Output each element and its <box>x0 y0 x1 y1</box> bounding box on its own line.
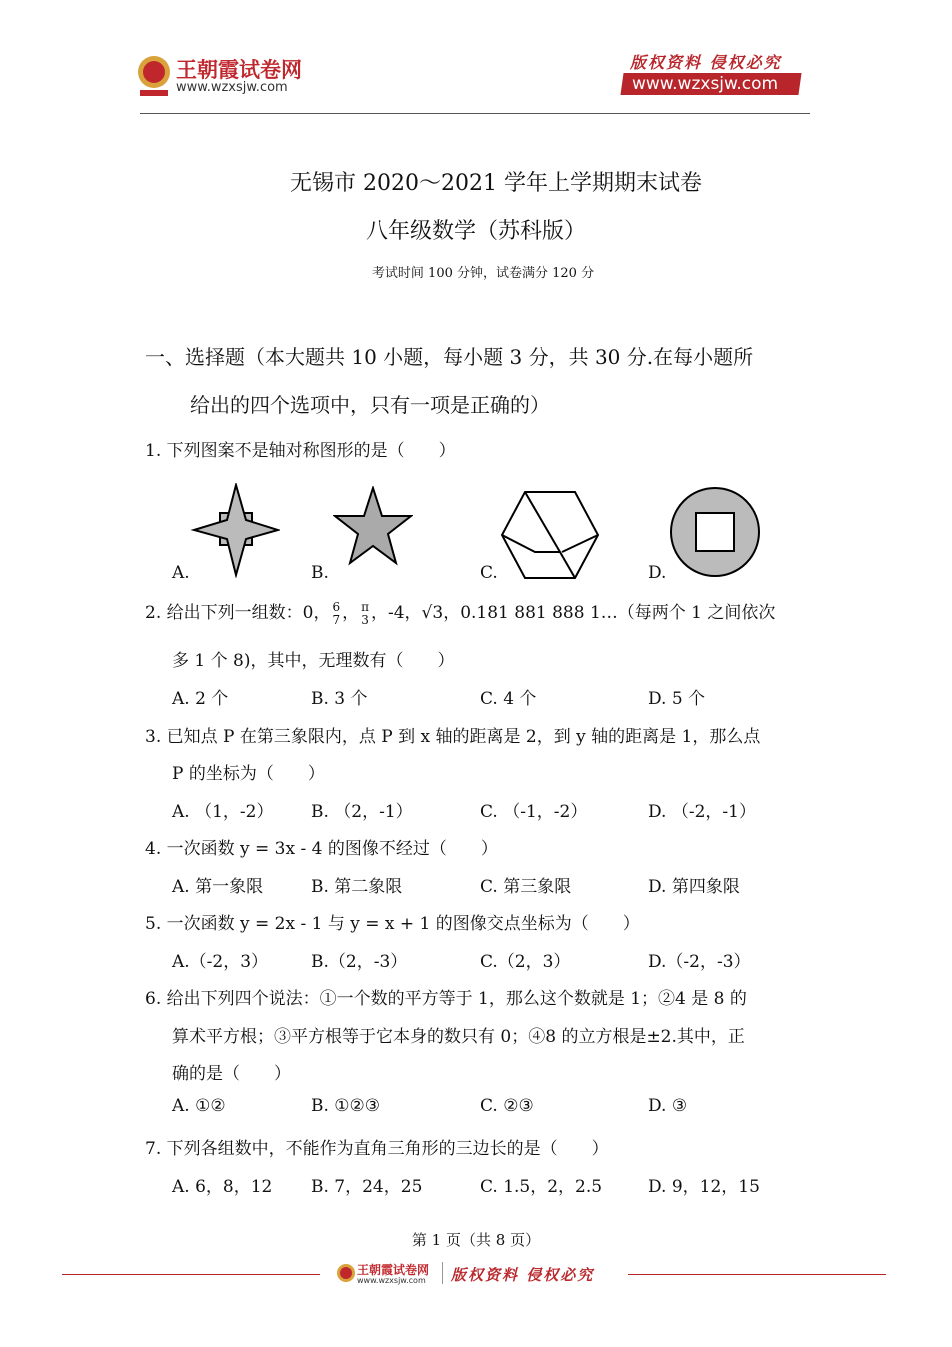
page-number: 第 1 页（共 8 页） <box>411 1231 541 1249</box>
section-heading: 一、选择题（本大题共 10 小题，每小题 3 分，共 30 分.在每小题所 <box>145 345 754 369</box>
question-3: 3. 已知点 P 在第三象限内，点 P 到 x 轴的距离是 2，到 y 轴的距离是 1，那么点 <box>145 727 761 747</box>
url-banner-text[interactable]: www.wzxsjw.com <box>632 74 779 94</box>
q1-option-b: B. <box>311 563 329 583</box>
footer-divider <box>442 1262 443 1284</box>
q1-option-a: A. <box>172 563 190 583</box>
q3-option-c: C. （-1，-2） <box>480 802 588 822</box>
section-heading-cont: 给出的四个选项中，只有一项是正确的） <box>190 393 550 417</box>
question-3-cont: P 的坐标为（ ） <box>172 764 325 784</box>
q5-option-d: D.（-2，-3） <box>648 952 751 972</box>
q2-option-b: B. 3 个 <box>311 689 368 709</box>
fraction-6-7: 6 7 <box>332 599 341 627</box>
q1-option-d: D. <box>648 563 667 583</box>
question-5: 5. 一次函数 y = 2x - 1 与 y = x + 1 的图像交点坐标为（ ） <box>145 914 640 934</box>
q4-option-a: A. 第一象限 <box>172 877 264 897</box>
q1-option-c: C. <box>480 563 498 583</box>
q6-option-a: A. ①② <box>172 1096 226 1116</box>
q3-option-a: A. （1，-2） <box>172 802 274 822</box>
q4-option-d: D. 第四象限 <box>648 877 740 897</box>
question-2-cont: 多 1 个 8)，其中，无理数有（ ） <box>172 651 455 671</box>
q6-option-d: D. ③ <box>648 1096 688 1116</box>
q6-option-b: B. ①②③ <box>311 1096 381 1116</box>
question-2: 2. 给出下列一组数：0， 6 7 ， π 3 ，-4，√3，0.181 881 888 1…（每两个 1 之间依次 <box>145 599 776 627</box>
footer-line-right <box>628 1274 886 1275</box>
footer-line-left <box>62 1274 320 1275</box>
figure-c-triangle <box>500 490 600 580</box>
copyright-slogan: 版权资料 侵权必究 <box>630 53 782 72</box>
figure-a-star4 <box>190 483 280 578</box>
q5-option-a: A.（-2，3） <box>172 952 269 972</box>
q2-option-c: C. 4 个 <box>480 689 537 709</box>
q7-option-d: D. 9，12，15 <box>648 1177 760 1197</box>
exam-title: 无锡市 2020～2021 学年上学期期末试卷 <box>290 171 702 196</box>
q7-option-c: C. 1.5，2，2.5 <box>480 1177 603 1197</box>
q4-option-c: C. 第三象限 <box>480 877 572 897</box>
q2-option-a: A. 2 个 <box>172 689 229 709</box>
question-6-cont: 算术平方根；③平方根等于它本身的数只有 0；④8 的立方根是±2.其中，正 <box>172 1027 745 1047</box>
header-divider <box>140 113 810 114</box>
logo-emblem-icon <box>136 50 172 100</box>
q3-option-d: D. （-2，-1） <box>648 802 756 822</box>
brand-url[interactable]: www.wzxsjw.com <box>176 80 288 95</box>
footer-slogan: 版权资料 侵权必究 <box>451 1266 595 1284</box>
question-6: 6. 给出下列四个说法：①一个数的平方等于 1，那么这个数就是 1；②4 是 8 的 <box>145 989 747 1009</box>
footer-logo-icon <box>336 1262 356 1286</box>
question-6-cont2: 确的是（ ） <box>172 1064 291 1084</box>
exam-info: 考试时间 100 分钟，试卷满分 120 分 <box>371 266 595 281</box>
q2-option-d: D. 5 个 <box>648 689 706 709</box>
figure-b-star5 <box>333 486 413 566</box>
q5-option-b: B.（2，-3） <box>311 952 408 972</box>
question-7: 7. 下列各组数中，不能作为直角三角形的三边长的是（ ） <box>145 1139 609 1159</box>
q4-option-b: B. 第二象限 <box>311 877 403 897</box>
footer-brand: 王朝霞试卷网 <box>357 1263 430 1277</box>
q7-option-a: A. 6，8，12 <box>172 1177 273 1197</box>
q7-option-b: B. 7，24，25 <box>311 1177 423 1197</box>
fraction-pi-3: π 3 <box>361 599 369 627</box>
figure-d-coin <box>668 485 763 580</box>
question-4: 4. 一次函数 y = 3x - 4 的图像不经过（ ） <box>145 839 498 859</box>
exam-subtitle: 八年级数学（苏科版） <box>365 219 586 244</box>
footer-url[interactable]: www.wzxsjw.com <box>357 1276 426 1285</box>
question-1: 1. 下列图案不是轴对称图形的是（ ） <box>145 441 456 461</box>
q6-option-c: C. ②③ <box>480 1096 534 1116</box>
brand-name: 王朝霞试卷网 <box>176 58 302 82</box>
q5-option-c: C.（2，3） <box>480 952 571 972</box>
q3-option-b: B. （2，-1） <box>311 802 413 822</box>
